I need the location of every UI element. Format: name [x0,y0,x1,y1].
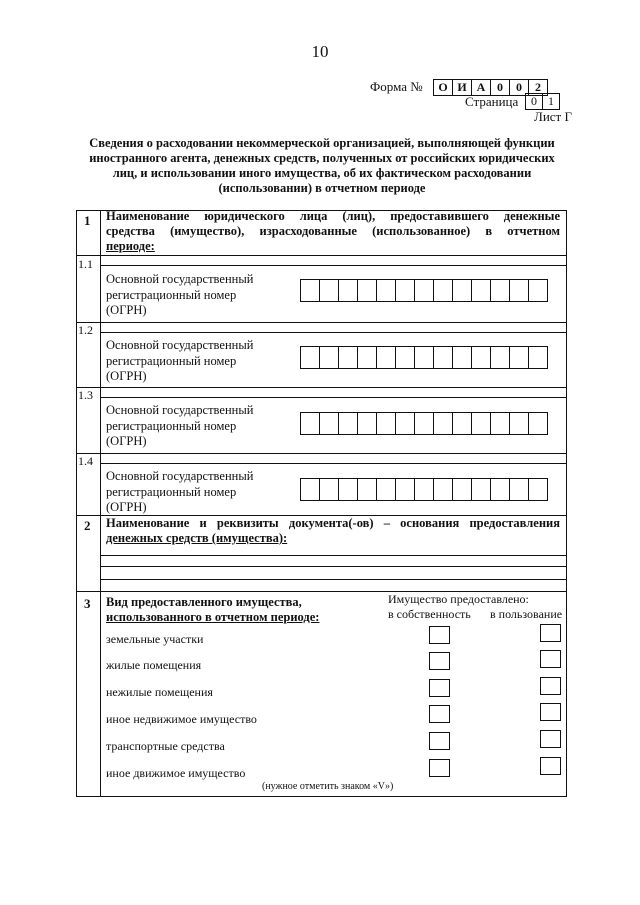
row-divider [100,579,566,580]
use-checkbox[interactable] [540,703,561,721]
ogrn-digit-cell[interactable] [452,346,472,369]
ogrn-digit-cell[interactable] [490,279,510,302]
property-type-label: иное движимое имущество [106,766,246,780]
ogrn-digit-cell[interactable] [376,478,396,501]
document-title [72,136,572,196]
ogrn-digit-cell[interactable] [300,478,320,501]
page-number: 10 [311,42,329,61]
ogrn-label-line: Основной государственный [106,469,254,483]
ownership-checkbox[interactable] [429,732,450,750]
page-digit-cells [526,93,560,110]
ownership-checkbox[interactable] [429,626,450,644]
ogrn-label-line: (ОГРН) [106,303,147,317]
ogrn-digit-cell[interactable] [338,412,358,435]
ogrn-digit-cell[interactable] [490,412,510,435]
section-2-title [106,516,560,546]
ogrn-digit-cell[interactable] [433,346,453,369]
row-divider [76,387,566,388]
ogrn-digit-cell[interactable] [452,412,472,435]
row-divider [100,566,566,567]
ogrn-label-line: регистрационный номер [106,418,237,433]
ogrn-digit-cell[interactable] [395,412,415,435]
property-provided-label: Имущество предоставлено: [388,592,529,606]
ogrn-digit-cell[interactable] [414,279,434,302]
row-divider [76,322,566,323]
section-2-title-line: Наименование и реквизиты документа(-ов) – основания предоставления [106,516,560,530]
ogrn-digit-cell[interactable] [509,412,529,435]
ogrn-label-line: (ОГРН) [106,369,147,383]
section-1-number: 1 [84,213,91,228]
ogrn-digit-cell[interactable] [433,412,453,435]
ogrn-digit-cell[interactable] [414,478,434,501]
use-checkbox[interactable] [540,730,561,748]
ownership-checkbox[interactable] [429,652,450,670]
use-checkbox[interactable] [540,677,561,695]
ogrn-digit-cell[interactable] [300,279,320,302]
ogrn-digit-cell[interactable] [528,279,548,302]
form-code-cell: О [433,79,453,96]
subsection-number: 1.1 [78,257,93,271]
document-title-line: иностранного агента, денежных средств, полученных от российских юридических [89,151,555,165]
ogrn-digit-cell[interactable] [509,478,529,501]
ogrn-digit-cell[interactable] [433,279,453,302]
use-checkbox[interactable] [540,624,561,642]
ogrn-digit-cell[interactable] [357,478,377,501]
column-ownership-label: в собственность [388,607,471,621]
document-title-line: Сведения о расходовании некоммерческой организацией, выполняющей функции [89,136,555,150]
ogrn-digit-cell[interactable] [395,478,415,501]
ogrn-label [106,469,253,516]
ogrn-digit-cell[interactable] [376,346,396,369]
ogrn-label-line: (ОГРН) [106,500,147,514]
form-code-cell: И [452,79,472,96]
ogrn-digit-cell[interactable] [471,478,491,501]
ogrn-digit-cell[interactable] [376,412,396,435]
ownership-checkbox[interactable] [429,679,450,697]
section-1-title-line: Наименование юридического лица (лиц), предоставившего денежные [106,209,560,223]
subsection-number: 1.2 [78,323,93,337]
form-code-cell: 0 [490,79,510,96]
property-type-label: транспортные средства [106,739,225,753]
ogrn-digit-cell[interactable] [452,478,472,501]
ogrn-digit-cell[interactable] [319,478,339,501]
page-digit-cell: 1 [542,93,560,110]
section-3-title-line: использованного в отчетном периоде: [106,610,320,624]
ogrn-label-line: Основной государственный [106,403,254,417]
ogrn-label [106,338,253,385]
ogrn-label-line: регистрационный номер [106,287,237,302]
document-title-line: лиц, и использовании иного имущества, об их фактическом расходовании [112,166,532,180]
row-divider [76,255,566,256]
page-label: Страница [465,94,519,109]
property-type-label: иное недвижимое имущество [106,712,257,726]
ogrn-label-line: Основной государственный [106,338,254,352]
ogrn-label-line: Основной государственный [106,272,254,286]
section-2-title-line: денежных средств (имущества): [106,531,288,545]
document-title-line: (использовании) в отчетном периоде [218,181,426,195]
sheet-label: Лист Г [534,109,572,124]
ogrn-input-1[interactable] [301,279,548,302]
ogrn-digit-cell[interactable] [471,346,491,369]
ogrn-digit-cell[interactable] [338,478,358,501]
ogrn-digit-cell[interactable] [395,346,415,369]
ogrn-digit-cell[interactable] [338,279,358,302]
ogrn-digit-cell[interactable] [471,279,491,302]
section-1-title [106,209,560,254]
ogrn-digit-cell[interactable] [338,346,358,369]
ogrn-digit-cell[interactable] [357,279,377,302]
ogrn-digit-cell[interactable] [300,346,320,369]
section-3-number: 3 [84,596,91,611]
ogrn-digit-cell[interactable] [509,279,529,302]
row-divider [100,332,566,333]
ogrn-label [106,403,253,450]
row-divider [100,463,566,464]
form-code-cell: 0 [509,79,529,96]
form-code-cell: А [471,79,491,96]
section-3-title-line: Вид предоставленного имущества, [106,595,302,609]
ogrn-digit-cell[interactable] [414,412,434,435]
ogrn-digit-cell[interactable] [452,279,472,302]
ogrn-digit-cell[interactable] [376,279,396,302]
section-1-title-line: средства (имущество), израсходованные (использованное) в отчетном [106,224,560,238]
row-divider [100,555,566,556]
ownership-checkbox[interactable] [429,705,450,723]
use-checkbox[interactable] [540,650,561,668]
ogrn-label-line: регистрационный номер [106,353,237,368]
ogrn-input-2[interactable] [301,346,548,369]
ogrn-label-line: (ОГРН) [106,434,147,448]
ogrn-digit-cell[interactable] [471,412,491,435]
ogrn-digit-cell[interactable] [357,346,377,369]
footnote: (нужное отметить знаком «V») [262,781,394,792]
ogrn-digit-cell[interactable] [490,478,510,501]
use-checkbox[interactable] [540,757,561,775]
ogrn-digit-cell[interactable] [395,279,415,302]
ogrn-digit-cell[interactable] [300,412,320,435]
row-divider [76,453,566,454]
page-digit-cell: 0 [525,93,543,110]
ogrn-digit-cell[interactable] [528,346,548,369]
ogrn-digit-cell[interactable] [528,412,548,435]
form-number-label: Форма № [370,79,423,94]
ogrn-label-line: регистрационный номер [106,484,237,499]
ogrn-digit-cell[interactable] [490,346,510,369]
subsection-number: 1.4 [78,454,93,468]
ogrn-digit-cell[interactable] [433,478,453,501]
row-divider [100,265,566,266]
ogrn-digit-cell[interactable] [414,346,434,369]
section-3-title [106,595,319,625]
ownership-checkbox[interactable] [429,759,450,777]
column-divider [100,210,101,796]
ogrn-digit-cell[interactable] [319,279,339,302]
form-code-cell: 2 [528,79,548,96]
section-2-number: 2 [84,518,91,533]
ogrn-digit-cell[interactable] [319,346,339,369]
ogrn-input-4[interactable] [301,478,548,501]
property-type-label: жилые помещения [106,658,202,672]
row-divider [100,397,566,398]
property-type-label: земельные участки [106,632,204,646]
ogrn-digit-cell[interactable] [319,412,339,435]
section-1-title-line: периоде: [106,239,155,253]
ogrn-input-3[interactable] [301,412,548,435]
column-use-label: в пользование [490,607,563,621]
ogrn-digit-cell[interactable] [357,412,377,435]
property-type-label: нежилые помещения [106,685,213,699]
ogrn-label [106,272,253,319]
subsection-number: 1.3 [78,388,93,402]
ogrn-digit-cell[interactable] [528,478,548,501]
ogrn-digit-cell[interactable] [509,346,529,369]
